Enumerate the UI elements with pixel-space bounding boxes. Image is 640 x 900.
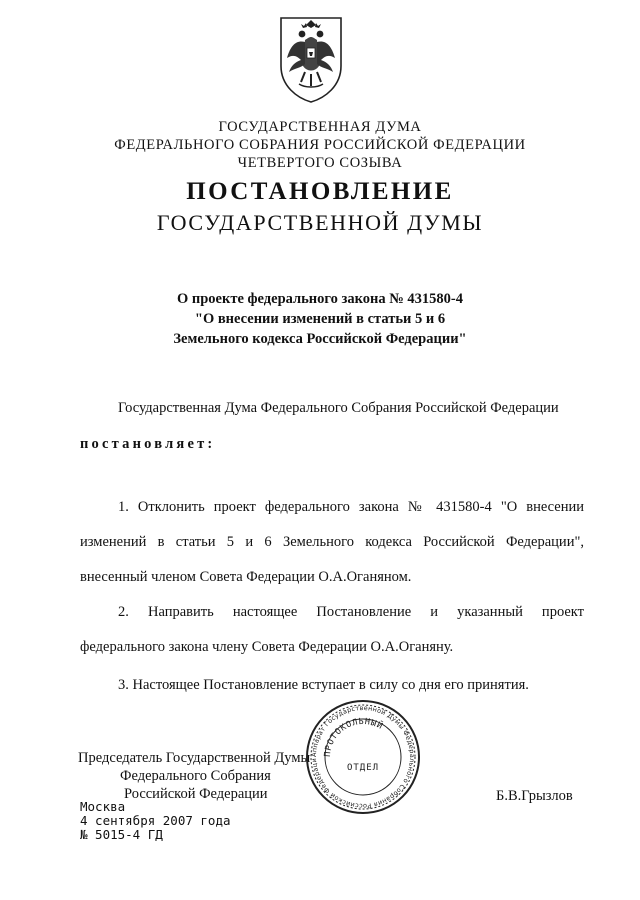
item-1-line-3: внесенный членом Совета Федерации О.А.Оганяном. [80,569,412,585]
coat-of-arms-icon [275,14,347,104]
item-3: 3. Настоящее Постановление вступает в силу со дня его принятия. [118,677,529,693]
item-1-line-2: изменений в статьи 5 и 6 Земельного кодекса Российской Федерации", [80,534,584,550]
stamp-center-text: ОТДЕЛ [346,763,380,773]
stamp-inner-text: ПРОТОКОЛЬНЫЙ [322,716,385,758]
footer-city: Москва [80,799,126,814]
item-2-line-1: 2. Направить настоящее Постановление и указанный проект [118,604,584,620]
signer-role-line-3: Российской Федерации [124,786,268,802]
resolves-text: постановляет: [80,436,216,452]
subject-line-3: Земельного кодекса Российской Федерации" [173,331,467,347]
footer-date: 4 сентября 2007 года [80,813,231,828]
stamp-seal-icon [304,698,422,816]
header-line-1: ГОСУДАРСТВЕННАЯ ДУМА [218,119,422,135]
signer-name: Б.В.Грызлов [496,788,573,804]
item-2-line-2: федерального закона члену Совета Федерации О.А.Оганяну. [80,639,454,655]
item-1-line-1: 1. Отклонить проект федерального закона № 431580-4 "О внесении [118,499,584,515]
intro-text: Государственная Дума Федерального Собрания Российской Федерации [118,400,559,416]
stamp-outer-text: Аппарат Государственной Думы Федерального Собрания Российской Федераци [309,703,417,811]
signer-role-line-1: Председатель Государственной Думы [78,750,311,766]
official-stamp [304,698,422,816]
signer-role-line-2: Федерального Собрания [120,768,271,784]
coat-of-arms-emblem [275,14,347,104]
subject-line-1: О проекте федерального закона № 431580-4 [176,291,464,307]
subject-line-2: "О внесении изменений в статьи 5 и 6 [194,311,446,327]
header-line-3: ЧЕТВЕРТОГО СОЗЫВА [237,155,403,171]
footer-number: № 5015-4 ГД [80,827,163,842]
header-line-2: ФЕДЕРАЛЬНОГО СОБРАНИЯ РОССИЙСКОЙ ФЕДЕРАЦИИ [114,137,526,153]
document-title: ПОСТАНОВЛЕНИЕ [186,178,454,205]
document-subtitle: ГОСУДАРСТВЕННОЙ ДУМЫ [156,210,484,235]
